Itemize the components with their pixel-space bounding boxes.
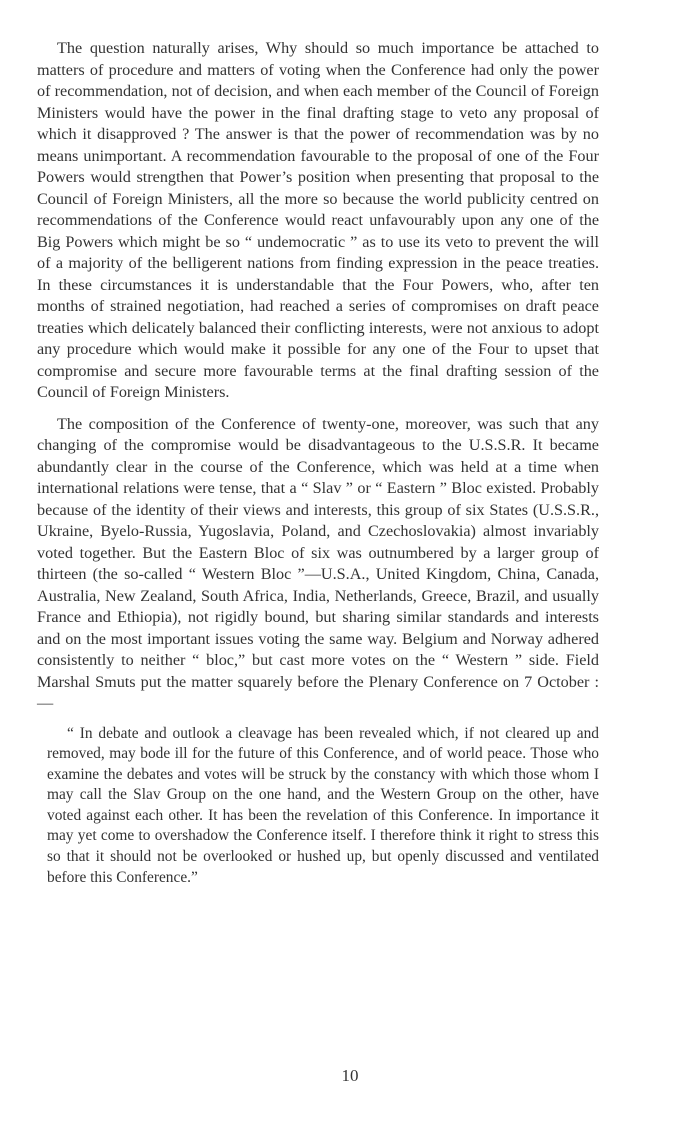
paragraph-procedure-importance: The question naturally arises, Why should so much importance be attached to matters of procedure and matters of voting when the Conference had only the power of recommendation, not of decision, and when each member of the Council of Foreign Ministers would have the power in the final drafting stage to veto any proposal of which it disapproved ? The answer is that the power of recommendation was by no means unimportant. A recommendation favourable to the proposal of one of the Four Powers would strengthen that Power’s position when presenting that proposal to the Council of Foreign Ministers, all the more so because the world publicity centred on recommendations of the Conference would react unfavourably upon any one of the Big Powers which might be so “ undemocratic ” as to use its veto to prevent the will of a majority of the belligerent nations from finding expression in the peace treaties. In these circumstances it is understandable that the Four Powers, who, after ten months of strained negotiation, had reached a series of compromises on draft peace treaties which delicately balanced their conflicting interests, were not anxious to adopt any procedure which would make it possible for any one of the Four to upset that compromise and secure more favourable terms at the final drafting session of the Council of Foreign Ministers. [37, 39, 599, 401]
page-number: 10 [341, 1066, 359, 1085]
document-page [37, 38, 599, 888]
smuts-quotation: “ In debate and outlook a cleavage has been revealed which, if not cleared up and removed, may bode ill for the future of this Conference, and of world peace. Those who examine the debates and votes will be struck by the constancy with which those whom I may call the Slav Group on the one hand, and the Western Group on the other, have voted against each other. It has been the revelation of this Conference. In importance it may yet come to overshadow the Conference itself. I therefore think it right to stress this so that it should not be overlooked or hushed up, but openly discussed and ventilated before this Conference.” [47, 724, 599, 886]
paragraph-conference-composition: The composition of the Conference of twenty-one, moreover, was such that any changing of the compromise would be disadvantageous to the U.S.S.R. It became abundantly clear in the course of the Conference, which was held at a time when international relations were tense, that a “ Slav ” or “ Eastern ” Bloc existed. Probably because of the identity of their views and interests, this group of six States (U.S.S.R., Ukraine, Byelo-Russia, Yugoslavia, Poland, and Czechoslovakia) almost invariably voted together. But the Eastern Bloc of six was outnumbered by a larger group of thirteen (the so-called “ Western Bloc ”—U.S.A., United Kingdom, China, Canada, Australia, New Zealand, South Africa, India, Netherlands, Greece, Brazil, and usually France and Ethiopia), not rigidly bound, but sharing similar standards and interests and on the most important issues voting the same way. Belgium and Norway adhered consistently to neither “ bloc,” but cast more votes on the “ Western ” side. Field Marshal Smuts put the matter squarely before the Plenary Conference on 7 October :— [37, 414, 599, 712]
